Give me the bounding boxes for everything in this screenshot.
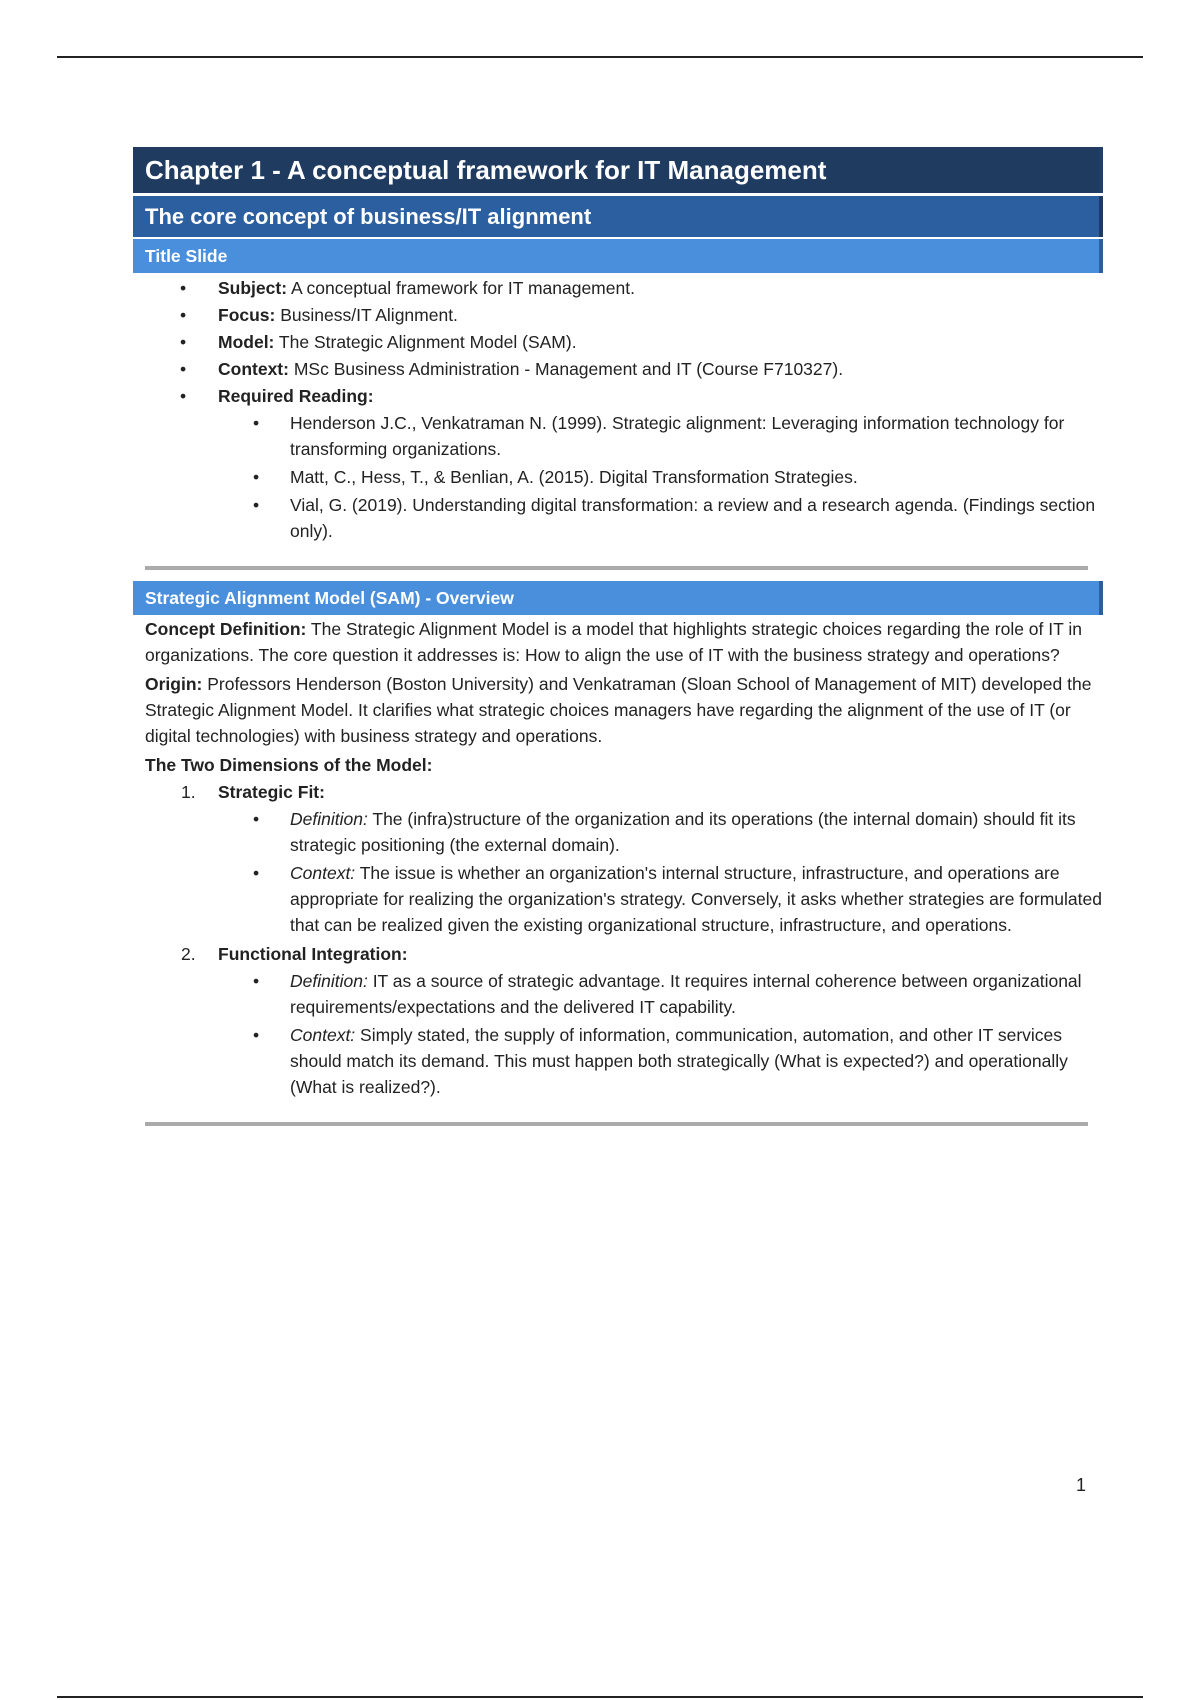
- item-text: A conceptual framework for IT management.: [287, 278, 635, 298]
- point-item: [133, 806, 1103, 858]
- reading-item: • Vial, G. (2019). Understanding digital transformation: a review and a research agenda. (Findings section only).: [133, 492, 1103, 544]
- item-text: MSc Business Administration - Management and IT (Course F710327).: [288, 359, 844, 379]
- dimension-item: [133, 940, 1103, 1100]
- title-slide-body: [133, 275, 1103, 544]
- origin-text: Professors Henderson (Boston University) and Venkatraman (Sloan School of Management of MIT) developed the Strategic Alignment Model. It clarifies what strategic choices managers have regarding the alignment of the use of IT (or digital technologies) with business strategy and operations.: [145, 674, 1092, 746]
- list-number: 2.: [181, 944, 196, 964]
- concept-label: Concept Definition:: [145, 619, 307, 639]
- point-label: Definition:: [290, 971, 368, 991]
- dimension-title: Functional Integration:: [218, 944, 408, 964]
- origin-label: Origin:: [145, 674, 203, 694]
- required-reading-list: [133, 410, 1103, 544]
- point-text: The (infra)structure of the organization and its operations (the internal domain) should fit its strategic positioning (the external domain).: [290, 809, 1076, 855]
- item-label: Model:: [218, 332, 275, 352]
- item-label: Context:: [218, 359, 289, 379]
- point-text: The issue is whether an organization's internal structure, infrastructure, and operations are appropriate for realizing the organization's strategy. Conversely, it asks whether strategies are formulated that can be realized given the existing organizational structure, infrastructure, and operations.: [290, 863, 1102, 935]
- concept-definition: [133, 616, 1103, 668]
- sam-overview-heading: Strategic Alignment Model (SAM) - Overview: [133, 581, 1103, 615]
- title-slide-list: [133, 275, 1103, 410]
- dimension-points: [133, 806, 1103, 938]
- item-label: Required Reading:: [218, 386, 374, 406]
- list-item: [133, 302, 1103, 329]
- origin-paragraph: [133, 671, 1103, 749]
- reading-item: • Matt, C., Hess, T., & Benlian, A. (2015). Digital Transformation Strategies.: [133, 464, 1103, 490]
- list-number: 1.: [181, 782, 196, 802]
- point-label: Definition:: [290, 809, 368, 829]
- page-number: 1: [1076, 1475, 1087, 1495]
- item-label: Focus:: [218, 305, 276, 325]
- item-label: Subject:: [218, 278, 288, 298]
- list-item: [133, 329, 1103, 356]
- dimensions-heading: The Two Dimensions of the Model:: [145, 755, 433, 775]
- point-label: Context:: [290, 1025, 356, 1045]
- bottom-rule: [57, 1696, 1143, 1698]
- item-text: Business/IT Alignment.: [275, 305, 458, 325]
- chapter-title: Chapter 1 - A conceptual framework for IT Management: [133, 147, 1103, 193]
- title-slide-heading: Title Slide: [133, 239, 1103, 273]
- list-item: [133, 275, 1103, 302]
- point-item: [133, 860, 1103, 938]
- section-divider: [145, 1122, 1088, 1126]
- point-text: IT as a source of strategic advantage. It requires internal coherence between organizational requirements/expectations and the delivered IT capability.: [290, 971, 1082, 1017]
- item-text: The Strategic Alignment Model (SAM).: [274, 332, 577, 352]
- dimension-points: [133, 968, 1103, 1100]
- point-item: [133, 1022, 1103, 1100]
- list-item: [133, 356, 1103, 383]
- list-item: [133, 383, 1103, 410]
- dimension-item: [133, 778, 1103, 938]
- section-title: The core concept of business/IT alignment: [133, 196, 1103, 237]
- point-item: [133, 968, 1103, 1020]
- top-rule: [57, 56, 1143, 58]
- dimension-title: Strategic Fit:: [218, 782, 325, 802]
- concept-text: The Strategic Alignment Model is a model that highlights strategic choices regarding the role of IT in organizations. The core question it addresses is: How to align the use of IT with the business strategy and operations?: [145, 619, 1082, 665]
- section-divider: [145, 566, 1088, 570]
- point-label: Context:: [290, 863, 356, 883]
- page-content: [133, 147, 1103, 1126]
- point-text: Simply stated, the supply of information, communication, automation, and other IT services should match its demand. This must happen both strategically (What is expected?) and operationally (What is realized?).: [290, 1025, 1068, 1097]
- dimensions-list: [133, 778, 1103, 1100]
- reading-item: • Henderson J.C., Venkatraman N. (1999). Strategic alignment: Leveraging information technology for transforming organizations.: [133, 410, 1103, 462]
